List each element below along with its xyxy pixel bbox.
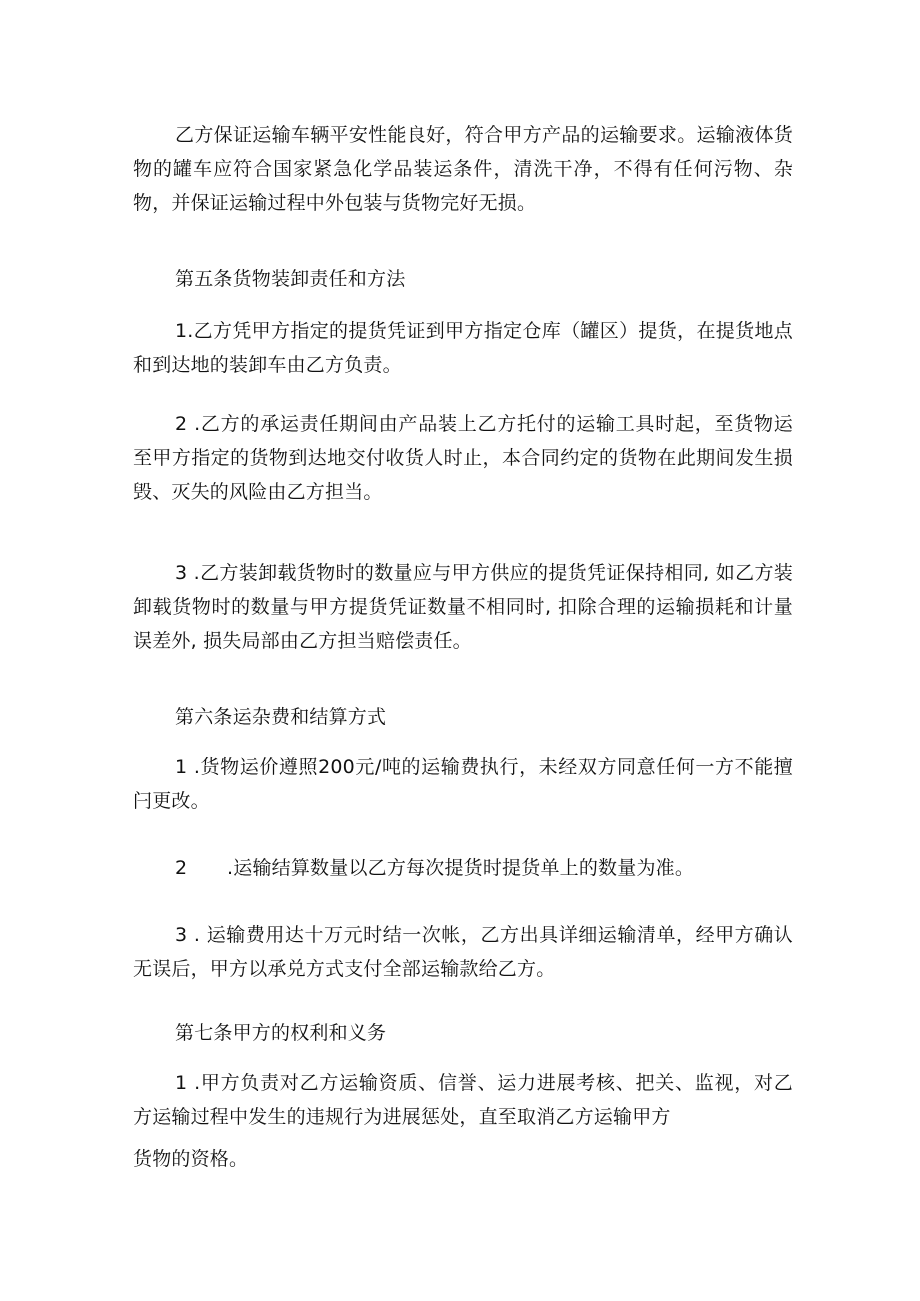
clause-6-2-text: .运输结算数量以乙方每次提货时提货单上的数量为准。: [227, 857, 695, 879]
clause-5-3: 3 .乙方装卸载货物时的数量应与甲方供应的提货凭证保持相同, 如乙方装卸载货物时的数量与甲方提货凭证数量不相同时, 扣除合理的运输损耗和计量误差外, 损失局部由乙方担当赔偿责任。: [133, 562, 793, 652]
heading-article-5: 第五条货物装卸责任和方法: [175, 268, 406, 290]
clause-6-1: 1 .货物运价遵照200元/吨的运输费执行，未经双方同意任何一方不能擅闩更改。: [133, 756, 793, 812]
clause-6-2: [175, 851, 694, 885]
paragraph-vehicle-safety: 乙方保证运输车辆平安性能良好，符合甲方产品的运输要求。运输液体货物的罐车应符合国家紧急化学品装运条件，清洗干净，不得有任何污物、杂物，并保证运输过程中外包装与货物完好无损。: [133, 124, 793, 214]
heading-article-6: 第六条运杂费和结算方式: [175, 706, 387, 728]
clause-5-1: 1.乙方凭甲方指定的提货凭证到甲方指定仓库（罐区）提货，在提货地点和到达地的装卸车由乙方负责。: [133, 320, 793, 376]
clause-6-2-number: 2: [175, 857, 188, 879]
clause-5-2: 2 .乙方的承运责任期间由产品装上乙方托付的运输工具时起，至货物运至甲方指定的货物到达地交付收货人时止，本合同约定的货物在此期间发生损毁、灭失的风险由乙方担当。: [133, 413, 793, 503]
clause-6-3: 3 . 运输费用达十万元时结一次帐，乙方出具详细运输清单，经甲方确认无误后，甲方以承兑方式支付全部运输款给乙方。: [133, 924, 793, 980]
clause-7-1: 1 .甲方负责对乙方运输资质、信誉、运力进展考核、把关、监视，对乙方运输过程中发生的违规行为进展惩处，直至取消乙方运输甲方: [133, 1072, 793, 1128]
heading-article-7: 第七条甲方的权利和义务: [175, 1022, 387, 1044]
clause-7-1-continuation: 货物的资格。: [133, 1148, 249, 1170]
